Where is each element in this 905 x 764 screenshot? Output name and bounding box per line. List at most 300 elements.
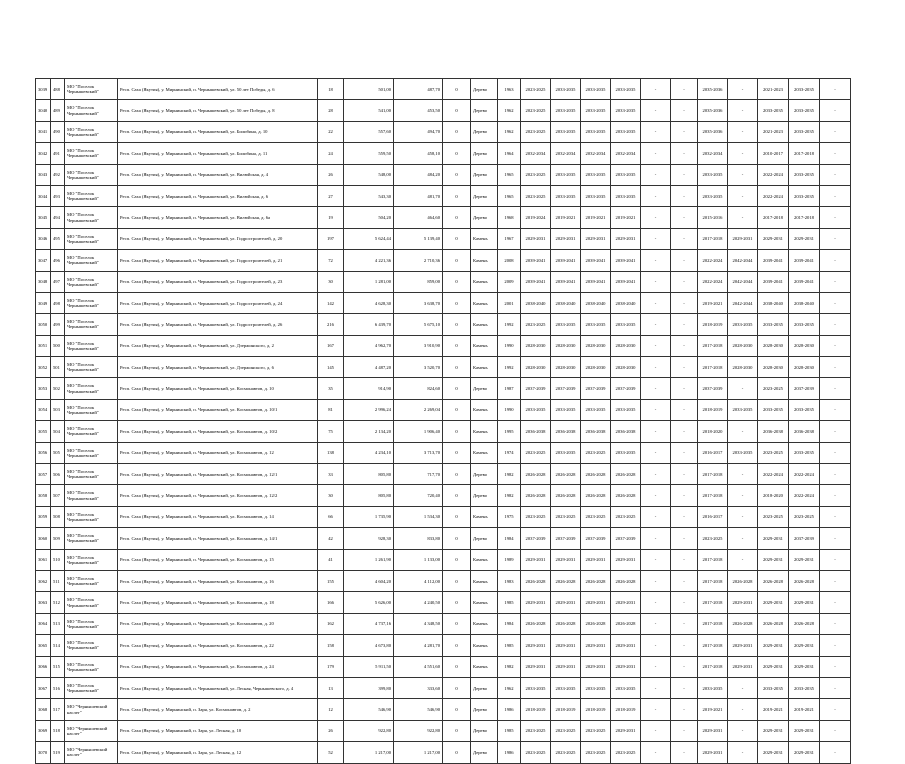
table-cell: Респ. Саха (Якутия), у. Мирнинский, п. Чернышевский, ул. Билибина, д. 11 [118,143,318,164]
table-cell: 2033-2035 [581,79,611,100]
table-cell: 1990 [498,399,521,420]
table-cell: 2026-2028 [551,464,581,485]
table-cell: 1982 [498,485,521,506]
table-cell: - [671,506,698,527]
table-cell: 0 [443,570,471,591]
table-cell: 2029-2031 [789,720,820,741]
table-cell: - [641,464,671,485]
table-cell: 1962 [498,121,521,142]
table-cell: 2039-2041 [611,271,641,292]
table-cell: 2035-2036 [698,121,728,142]
table-cell: 18 [318,79,344,100]
table-cell: 4 240,50 [394,592,443,613]
table-cell: 1 217,00 [394,742,443,763]
table-cell: 2029-2031 [551,549,581,570]
table-cell: 0 [443,677,471,698]
table-cell: 0 [443,421,471,442]
table-cell: 2019-2021 [551,207,581,228]
table-cell: 3058 [36,485,51,506]
table-cell: 3042 [36,143,51,164]
table-cell: 2037-2039 [551,528,581,549]
table-cell: Дерево [471,720,498,741]
table-cell: 3046 [36,228,51,249]
table-cell: 2029-2031 [551,592,581,613]
table-cell: 2018-2020 [758,485,789,506]
table-cell: 1995 [498,421,521,442]
table-row [36,314,851,335]
table-cell: 2038-2040 [789,292,820,313]
table-cell: МО "Поселок Чернышевский" [65,357,118,378]
table-cell: - [728,742,758,763]
table-cell: 720,40 [394,485,443,506]
table-cell: 2029-2031 [611,592,641,613]
table-cell: - [671,442,698,463]
table-cell: - [728,464,758,485]
table-cell: 2028-2030 [551,335,581,356]
table-cell: 1985 [498,592,521,613]
table-cell: 2042-2044 [728,292,758,313]
table-cell: 3069 [36,720,51,741]
table-cell: 3065 [36,635,51,656]
table-cell: Камень [471,292,498,313]
table-cell: 2042-2044 [728,271,758,292]
table-cell: 2026-2028 [521,613,551,634]
table-cell: 0 [443,656,471,677]
table-row [36,613,851,634]
table-cell: 511 [51,570,65,591]
table-cell: Дерево [471,528,498,549]
table-row [36,528,851,549]
table-cell: 2029-2031 [611,228,641,249]
table-cell: Респ. Саха (Якутия), у. Мирнинский, п. Чернышевский, ул. Космонавтов, д. 16 [118,570,318,591]
table-cell: 2026-2028 [611,485,641,506]
table-cell: 2019-2021 [758,699,789,720]
table-cell: 3047 [36,250,51,271]
table-cell: 2026-2028 [521,570,551,591]
table-cell: 35 [318,378,344,399]
table-cell: 502 [51,378,65,399]
table-cell: 1964 [498,143,521,164]
table-cell: 2023-2025 [551,506,581,527]
table-row [36,292,851,313]
table-cell: - [820,592,851,613]
table-cell: 2033-2035 [789,314,820,335]
table-cell: 2033-2035 [581,185,611,206]
table-cell: 2028-2030 [728,335,758,356]
table-cell: 505 [51,442,65,463]
table-cell: 2029-2031 [758,635,789,656]
table-cell: - [820,613,851,634]
table-cell: 2018-2020 [698,421,728,442]
table-cell: Камень [471,442,498,463]
table-cell: 2033-2035 [789,442,820,463]
table-cell: Респ. Саха (Якутия), у. Мирнинский, п. Чернышевский, ул. Вилюйская, д. 6а [118,207,318,228]
table-row [36,79,851,100]
table-row [36,635,851,656]
table-cell: - [728,677,758,698]
table-cell: 2028-2030 [521,335,551,356]
table-cell: - [728,720,758,741]
table-cell: 0 [443,442,471,463]
table-cell: 2023-2025 [521,121,551,142]
table-cell: 2026-2028 [581,464,611,485]
table-cell: 2 710,36 [394,250,443,271]
table-cell: 2026-2028 [551,570,581,591]
table-cell: 1983 [498,570,521,591]
table-cell: - [820,79,851,100]
table-cell: 1986 [498,699,521,720]
table-cell: 2023-2025 [581,720,611,741]
table-cell: - [641,506,671,527]
table-cell: 155 [318,570,344,591]
table-cell: МО "Чернышевский наслег" [65,720,118,741]
table-cell: 2017-2018 [789,143,820,164]
table-cell: 2018-2019 [581,699,611,720]
table-cell: 2028-2030 [521,357,551,378]
table-cell: 3 520,70 [394,357,443,378]
table-cell: Респ. Саха (Якутия), у. Мирнинский, п. Чернышевский, ул. Космонавтов, д. 24 [118,656,318,677]
table-cell: - [820,207,851,228]
table-cell: - [641,485,671,506]
table-cell: - [820,357,851,378]
table-cell: - [641,528,671,549]
table-cell: Респ. Саха (Якутия), у. Мирнинский, п. Чернышевский, ул. Гидростроителей, д. 20 [118,228,318,249]
table-cell: 2 269,04 [394,399,443,420]
table-cell: - [641,656,671,677]
table-cell: 2018-2019 [698,314,728,335]
table-cell: 2023-2025 [521,442,551,463]
table-cell: - [820,506,851,527]
table-cell: Респ. Саха (Якутия), у. Мирнинский, п. Чернышевский, ул. Космонавтов, д. 10 [118,378,318,399]
table-cell: 2026-2028 [521,464,551,485]
table-cell: 2033-2035 [758,100,789,121]
table-cell: Респ. Саха (Якутия), у. Мирнинский, п. Заря, ул. Лесная, д. 12 [118,742,318,763]
table-row [36,549,851,570]
table-row [36,656,851,677]
table-cell: 0 [443,185,471,206]
table-cell: Камень [471,399,498,420]
table-cell: 2028-2030 [758,335,789,356]
table-cell: 2023-2025 [551,742,581,763]
table-cell: Камень [471,549,498,570]
table-row [36,164,851,185]
table-cell: 4 962,70 [344,335,394,356]
table-cell: 2029-2031 [728,228,758,249]
table-cell: 2016-2017 [698,506,728,527]
table-cell: 504,20 [344,207,394,228]
table-cell: 492 [51,164,65,185]
table-cell: Респ. Саха (Якутия), у. Мирнинский, п. Чернышевский, ул. Космонавтов, д. 12 [118,442,318,463]
table-cell: Респ. Саха (Якутия), у. Мирнинский, п. Чернышевский, ул. Космонавтов, д. 12/2 [118,485,318,506]
table-cell: 2037-2039 [551,378,581,399]
table-cell: 2026-2028 [789,613,820,634]
table-cell: - [671,357,698,378]
table-cell: 494 [51,207,65,228]
table-cell: МО "Поселок Чернышевский" [65,464,118,485]
table-cell: 2023-2025 [611,506,641,527]
table-cell: МО "Поселок Чернышевский" [65,143,118,164]
table-cell: 3 713,70 [394,442,443,463]
table-cell: 0 [443,592,471,613]
table-cell: 557,60 [344,121,394,142]
table-cell: МО "Поселок Чернышевский" [65,185,118,206]
table-cell: 3043 [36,164,51,185]
table-cell: - [820,742,851,763]
table-cell: - [641,100,671,121]
table-cell: - [671,464,698,485]
table-cell: 2038-2040 [758,292,789,313]
table-cell: - [820,635,851,656]
table-cell: МО "Поселок Чернышевский" [65,677,118,698]
table-cell: 2023-2025 [758,506,789,527]
table-cell: 512 [51,592,65,613]
table-cell: 2029-2031 [521,635,551,656]
table-cell: 2017-2018 [698,570,728,591]
table-cell: 2017-2018 [698,485,728,506]
table-cell: 717,70 [394,464,443,485]
table-cell: 2028-2030 [789,335,820,356]
table-cell: 2019-2021 [698,292,728,313]
table-cell: 2033-2035 [758,314,789,335]
table-cell: - [820,335,851,356]
table-cell: 2029-2031 [728,635,758,656]
table-cell: - [820,399,851,420]
table-cell: 2039-2041 [551,271,581,292]
table-cell: 2033-2035 [521,677,551,698]
table-cell: 66 [318,506,344,527]
table-cell: - [728,378,758,399]
table-cell: 30 [318,485,344,506]
table-cell: 2037-2039 [611,378,641,399]
table-row [36,271,851,292]
table-cell: МО "Поселок Чернышевский" [65,421,118,442]
table-cell: 3 910,90 [394,335,443,356]
table-cell: 2023-2025 [521,314,551,335]
table-cell: - [820,143,851,164]
table-cell: 2029-2031 [521,592,551,613]
table-cell: - [728,421,758,442]
table-cell: 2023-2025 [521,79,551,100]
table-cell: 2026-2028 [611,464,641,485]
table-cell: Дерево [471,185,498,206]
table-cell: 2033-2035 [581,677,611,698]
table-cell: 546,90 [394,699,443,720]
table-cell: - [641,677,671,698]
table-cell: 2033-2035 [581,399,611,420]
table-cell: 515 [51,656,65,677]
table-cell: 1965 [498,164,521,185]
table-cell: 2029-2031 [758,549,789,570]
table-cell: 1986 [498,742,521,763]
table-cell: МО "Чернышевский наслег" [65,742,118,763]
table-cell: 464,60 [394,207,443,228]
table-row [36,143,851,164]
table-cell: - [820,720,851,741]
table-cell: 2016-2017 [698,442,728,463]
table-cell: Дерево [471,164,498,185]
table-cell: 2029-2031 [581,228,611,249]
table-cell: Респ. Саха (Якутия), у. Мирнинский, п. Чернышевский, ул. Космонавтов, д. 14 [118,506,318,527]
table-cell: 2033-2035 [611,442,641,463]
table-cell: 2029-2031 [789,228,820,249]
table-cell: - [820,228,851,249]
table-cell: 1982 [498,464,521,485]
table-cell: - [820,100,851,121]
table-cell: - [671,314,698,335]
table-cell: 2026-2028 [551,485,581,506]
table-cell: 495 [51,228,65,249]
table-cell: 4 348,50 [394,613,443,634]
table-cell: 2033-2035 [789,164,820,185]
table-cell: 2029-2031 [521,549,551,570]
table-cell: МО "Поселок Чернышевский" [65,164,118,185]
table-cell: 4 673,80 [344,635,394,656]
table-cell: 2033-2035 [611,185,641,206]
table-cell: 2029-2031 [728,656,758,677]
table-cell: 1963 [498,79,521,100]
table-cell: - [671,656,698,677]
table-cell: Дерево [471,742,498,763]
table-cell: 2033-2035 [789,121,820,142]
table-cell: 1 261,90 [344,549,394,570]
table-cell: 3068 [36,699,51,720]
table-cell: 928,30 [344,528,394,549]
table-cell: 1985 [498,720,521,741]
table-cell: 2033-2035 [698,185,728,206]
table-cell: 216 [318,314,344,335]
table-cell: 2001 [498,292,521,313]
table-cell: 2022-2024 [789,485,820,506]
table-cell: 2023-2025 [521,720,551,741]
table-cell: 0 [443,720,471,741]
table-cell: 3062 [36,570,51,591]
table-cell: 2010-2017 [758,143,789,164]
table-cell: 2029-2031 [758,720,789,741]
table-cell: Респ. Саха (Якутия), у. Мирнинский, п. Чернышевский, ул. Космонавтов, д. 10/1 [118,399,318,420]
table-cell: 3059 [36,506,51,527]
table-cell: 3053 [36,378,51,399]
table-cell: - [641,742,671,763]
table-cell: 1965 [498,185,521,206]
table-cell: 2023-2025 [581,506,611,527]
table-cell: 2022-2024 [698,250,728,271]
table-cell: Дерево [471,143,498,164]
table-cell: МО "Поселок Чернышевский" [65,506,118,527]
table-cell: 2023-2025 [581,442,611,463]
table-cell: 501,00 [344,79,394,100]
table-cell: 824,60 [394,378,443,399]
table-row [36,421,851,442]
table-cell: - [820,314,851,335]
table-cell: - [641,378,671,399]
table-cell: - [671,250,698,271]
table-cell: 145 [318,357,344,378]
table-cell: - [641,335,671,356]
table-cell: 399,80 [344,677,394,698]
table-cell: - [671,720,698,741]
table-cell: 504 [51,421,65,442]
table-cell: 2028-2030 [551,357,581,378]
table-cell: 2033-2035 [551,677,581,698]
table-cell: МО "Поселок Чернышевский" [65,250,118,271]
table-row [36,720,851,741]
table-cell: 2029-2031 [611,656,641,677]
table-cell: 22 [318,121,344,142]
table-cell: 2026-2028 [758,570,789,591]
table-cell: МО "Чернышевский наслег" [65,699,118,720]
table-cell: 508 [51,506,65,527]
table-cell: 0 [443,207,471,228]
table-cell: - [820,121,851,142]
table-cell: 3040 [36,100,51,121]
table-cell: МО "Поселок Чернышевский" [65,613,118,634]
table-cell: МО "Поселок Чернышевский" [65,271,118,292]
table-cell: 2033-2035 [789,185,820,206]
table-cell: 2023-2025 [611,742,641,763]
table-cell: - [728,164,758,185]
table-cell: - [641,613,671,634]
table-cell: Респ. Саха (Якутия), у. Мирнинский, п. Чернышевский, ул. Дзержинского, д. 6 [118,357,318,378]
table-cell: 2026-2028 [551,613,581,634]
table-cell: 2035-2036 [698,79,728,100]
table-cell: 3061 [36,549,51,570]
table-cell: 2018-2019 [521,699,551,720]
table-cell: 3054 [36,399,51,420]
table-cell: 2029-2031 [789,592,820,613]
table-cell: 28 [318,100,344,121]
table-cell: 2029-2031 [758,742,789,763]
table-row [36,335,851,356]
table-cell: 2017-2018 [698,464,728,485]
table-body [36,79,851,764]
table-cell: 2038-2040 [551,292,581,313]
table-cell: Дерево [471,121,498,142]
table-cell: - [671,121,698,142]
table-cell: 1975 [498,506,521,527]
table-cell: 503 [51,399,65,420]
table-cell: 2039-2041 [551,250,581,271]
table-cell: 2029-2031 [551,228,581,249]
table-cell: МО "Поселок Чернышевский" [65,79,118,100]
table-cell: - [820,421,851,442]
table-cell: 0 [443,528,471,549]
table-cell: 517 [51,699,65,720]
table-cell: 0 [443,485,471,506]
table-cell: - [820,570,851,591]
table-cell: 1974 [498,442,521,463]
table-cell: 487,70 [394,79,443,100]
table-cell: - [641,228,671,249]
table-cell: 541,00 [344,100,394,121]
table-cell: Камень [471,228,498,249]
table-cell: 2033-2035 [611,100,641,121]
table-cell: 75 [318,421,344,442]
table-cell: 2026-2028 [789,570,820,591]
table-cell: МО "Поселок Чернышевский" [65,292,118,313]
table-cell: 2037-2039 [611,528,641,549]
table-cell: - [671,549,698,570]
table-cell: Дерево [471,100,498,121]
table-cell: Респ. Саха (Якутия), у. Мирнинский, п. Чернышевский, ул. Вилюйская, д. 6 [118,185,318,206]
table-cell: Камень [471,357,498,378]
table-cell: 2029-2031 [789,635,820,656]
table-cell: 518 [51,720,65,741]
table-cell: 2023-2025 [521,506,551,527]
table-cell: 4 628,30 [344,292,394,313]
table-cell: МО "Поселок Чернышевский" [65,100,118,121]
table-cell: 26 [318,164,344,185]
table-cell: 3 638,70 [394,292,443,313]
